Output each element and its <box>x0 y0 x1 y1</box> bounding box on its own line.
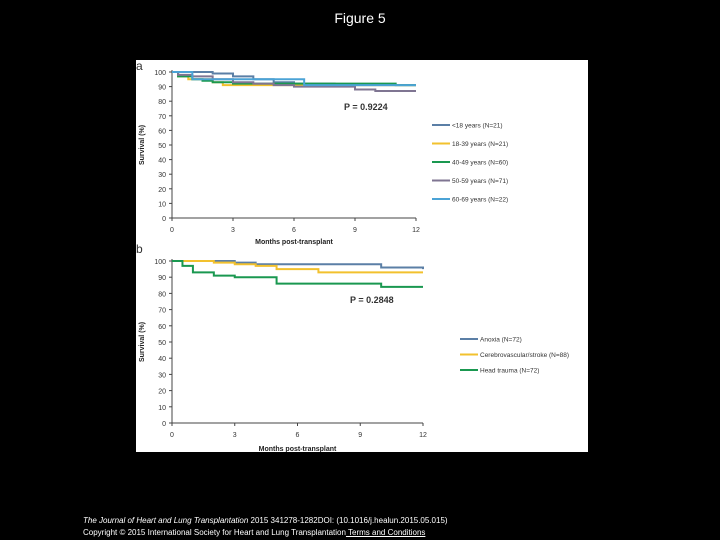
panel-a-y-tick-label: 90 <box>158 84 166 92</box>
panel-a-x-tick-label: 9 <box>353 227 357 234</box>
panel-a-y-tick-label: 80 <box>158 99 166 107</box>
panel-a-x-tick-label: 12 <box>412 227 420 234</box>
panel-b-x-tick-label: 3 <box>232 432 237 439</box>
panel-b-y-tick-label: 20 <box>158 388 166 396</box>
panel-a-x-tick-label: 3 <box>231 227 235 234</box>
panel-b-y-tick-label: 50 <box>158 340 166 347</box>
panel-a-y-tick-label: 40 <box>158 157 166 165</box>
panel-b-y-tick-label: 40 <box>158 356 166 364</box>
panel-b-y-tick-label: 60 <box>158 323 166 331</box>
panel-a-legend-label: 50-59 years (N=71) <box>452 178 509 185</box>
terms-and-conditions-link[interactable]: Terms and Conditions <box>345 528 426 537</box>
panel-b-x-tick-label: 6 <box>295 432 300 439</box>
panel-b-legend-label: Anoxia (N=72) <box>480 336 522 344</box>
panel-a-y-tick-label: 70 <box>158 113 166 121</box>
panel-b-y-axis-label: Survival (%) <box>139 321 146 363</box>
panel-a-y-tick-label: 100 <box>154 70 166 77</box>
panel-a-legend-label: 60-69 years (N=22) <box>452 196 509 204</box>
panel-b-x-tick-label: 0 <box>170 432 174 439</box>
panel-a-label: a <box>136 60 143 73</box>
panel-b-x-tick-label: 9 <box>358 432 363 439</box>
panel-a-y-tick-label: 20 <box>158 186 166 194</box>
panel-a-x-tick-label: 0 <box>170 227 174 234</box>
panel-b-x-tick-label: 12 <box>419 432 427 439</box>
panel-b-p-value-annotation: P = 0.2848 <box>350 295 394 305</box>
panel-b-series-line-1 <box>172 261 423 269</box>
panel-b-y-tick-label: 90 <box>158 275 166 283</box>
survival-figure <box>136 60 588 452</box>
panel-a-y-axis-label: Survival (%) <box>139 124 146 166</box>
copyright-text: Copyright © 2015 International Society for Heart and Lung Transplantation <box>83 528 346 537</box>
panel-a-y-tick-label: 60 <box>158 128 166 136</box>
footer-citation <box>83 516 448 525</box>
citation-text: 2015 341278-1282DOI: (10.1016/j.healun.2015.05.015) <box>248 516 448 525</box>
footer-copyright <box>83 528 425 537</box>
panel-b-y-tick-label: 100 <box>154 259 166 266</box>
panel-b-y-tick-label: 30 <box>158 372 166 380</box>
panel-a-x-axis-label: Months post-transplant <box>255 239 333 246</box>
panel-b-label: b <box>136 242 143 256</box>
panel-b-y-tick-label: 0 <box>162 421 166 428</box>
panel-a-legend-label: 40-49 years (N=60) <box>452 159 509 167</box>
panel-a-p-value-annotation: P = 0.9224 <box>344 102 388 112</box>
panel-b-y-tick-label: 70 <box>158 307 166 315</box>
panel-b-y-tick-label: 10 <box>158 404 166 412</box>
panel-a-legend-label: 18-39 years (N=21) <box>452 141 509 148</box>
slide-title: Figure 5 <box>334 10 386 26</box>
panel-a-x-tick-label: 6 <box>292 227 296 234</box>
panel-a-y-tick-label: 10 <box>158 201 166 209</box>
panel-b-legend-label: Head trauma (N=72) <box>480 367 540 375</box>
panel-a-y-tick-label: 30 <box>158 172 166 180</box>
panel-a-y-tick-label: 50 <box>158 143 166 150</box>
panel-a-legend-label: <18 years (N=21) <box>452 122 503 130</box>
journal-name: The Journal of Heart and Lung Transplantation <box>83 516 249 525</box>
panel-b-y-tick-label: 80 <box>158 291 166 299</box>
panel-b-legend-label: Cerebrovascular/stroke (N=88) <box>480 352 570 359</box>
panel-b-x-axis-label: Months post-transplant <box>258 446 337 452</box>
figure-panel <box>136 60 588 452</box>
panel-a-y-tick-label: 0 <box>162 216 166 223</box>
